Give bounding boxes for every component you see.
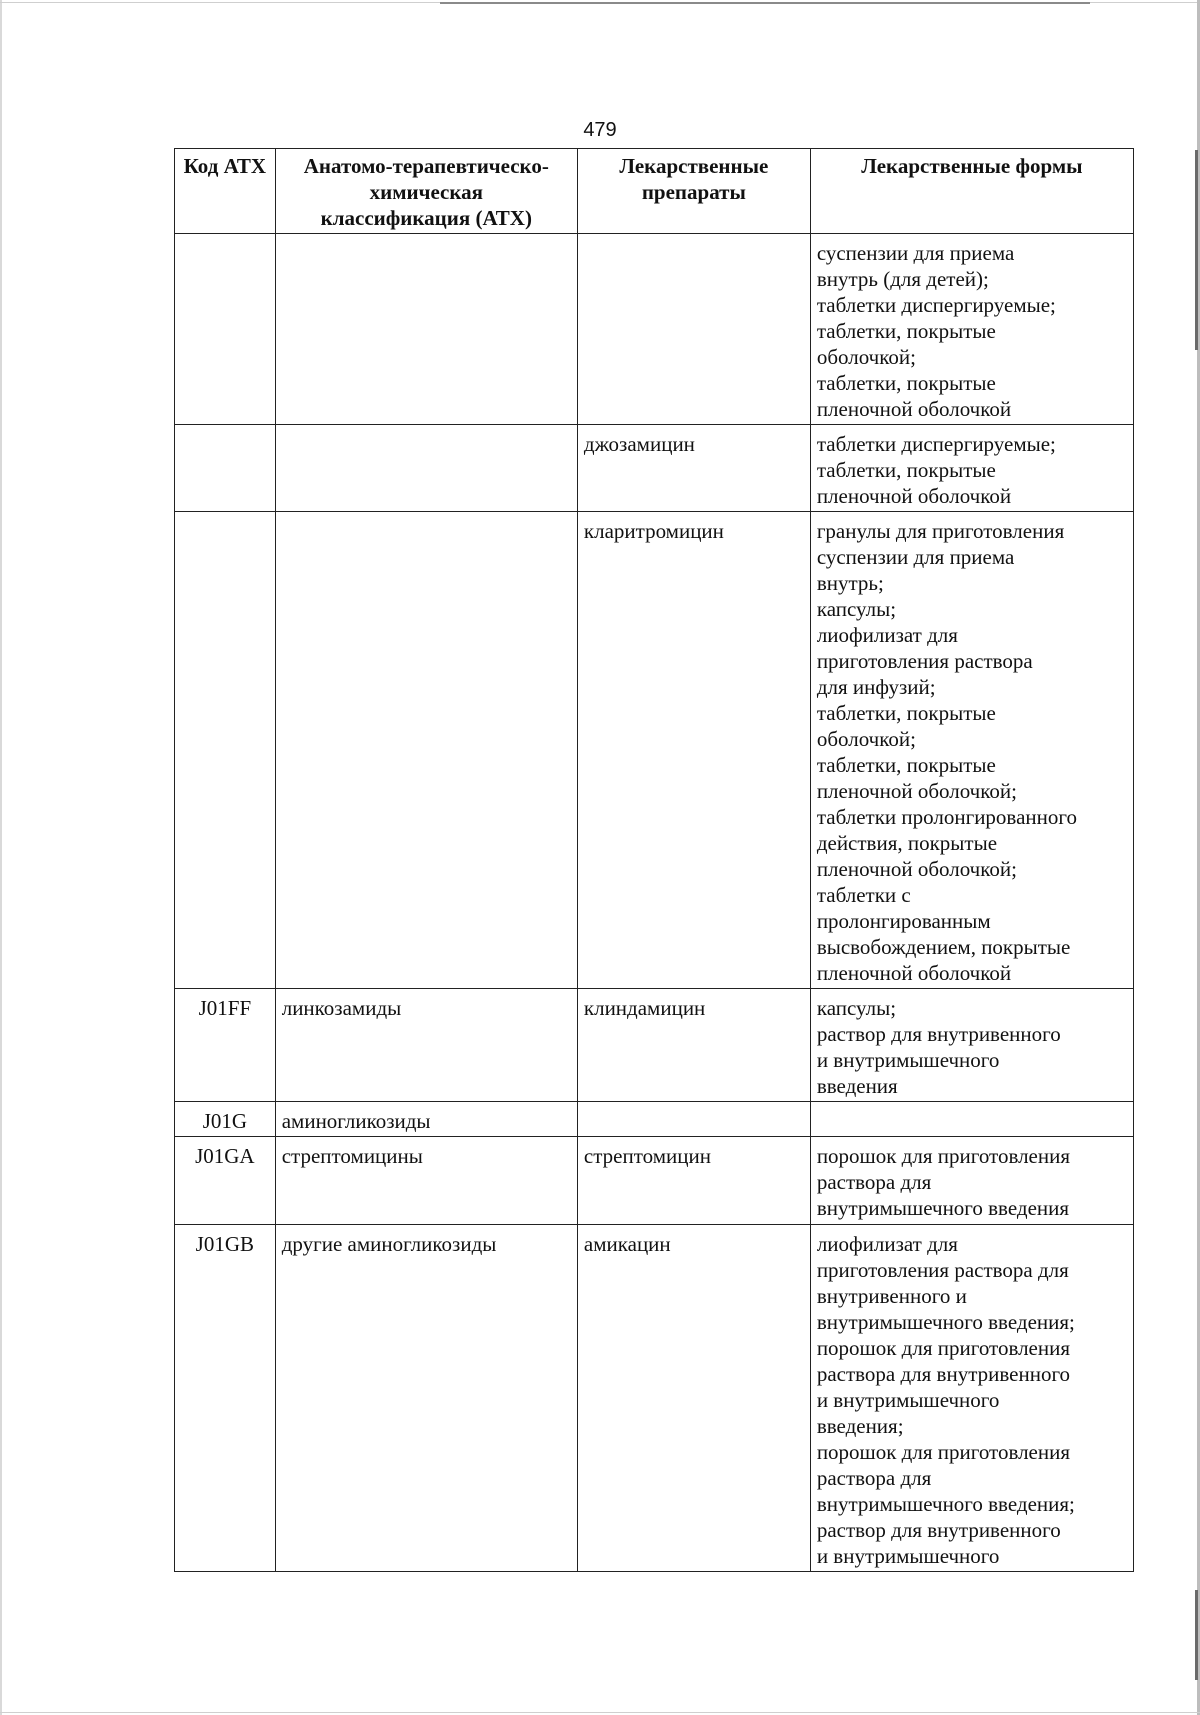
dosage-form-line: раствора для внутривенного — [816, 1362, 1071, 1386]
dosage-form-line: приготовления раствора для — [816, 1258, 1069, 1282]
scan-right-shadow — [1195, 1590, 1198, 1680]
header-line: Лекарственные формы — [861, 154, 1083, 178]
dosage-forms-cell — [810, 425, 1133, 512]
dosage-form-line: таблетки, покрытые — [816, 753, 996, 777]
header-atx-code — [175, 149, 276, 234]
dosage-form-line: порошок для приготовления — [816, 1440, 1071, 1464]
dosage-form-line: раствора для — [816, 1466, 932, 1490]
dosage-forms-cell — [810, 1102, 1133, 1137]
atx-classification-cell: другие аминогликозиды — [275, 1225, 577, 1572]
table-row — [175, 1137, 1134, 1225]
header-line: Код АТХ — [183, 154, 267, 178]
table-row — [175, 1225, 1134, 1572]
dosage-form-line: внутривенного и — [816, 1284, 967, 1308]
drug-cell: амикацин — [577, 1225, 810, 1572]
header-line: Лекарственные — [619, 154, 769, 178]
dosage-forms-cell — [810, 234, 1133, 425]
dosage-form-line: таблетки, покрытые — [816, 371, 996, 395]
table-row — [175, 1102, 1134, 1137]
dosage-form-line: таблетки пролонгированного — [816, 805, 1077, 829]
scan-right-shadow — [1195, 150, 1198, 350]
dosage-form-line: введения — [816, 1074, 898, 1098]
header-line: Анатомо-терапевтическо- — [303, 154, 549, 178]
dosage-form-line: таблетки диспергируемые; — [816, 432, 1056, 456]
dosage-form-line: пленочной оболочкой — [816, 961, 1012, 985]
atx-classification-cell: стрептомицины — [275, 1137, 577, 1225]
dosage-form-line: приготовления раствора — [816, 649, 1033, 673]
dosage-form-line: таблетки, покрытые — [816, 319, 996, 343]
table-body — [175, 234, 1134, 1572]
dosage-form-line: раствора для — [816, 1170, 932, 1194]
atx-code-cell: J01G — [175, 1102, 276, 1137]
dosage-form-line: пленочной оболочкой; — [816, 779, 1017, 803]
header-line: химическая — [369, 180, 483, 204]
dosage-form-line: оболочкой; — [816, 727, 916, 751]
dosage-form-line: пленочной оболочкой; — [816, 857, 1017, 881]
dosage-form-line: введения; — [816, 1414, 904, 1438]
dosage-form-line: внутрь; — [816, 571, 884, 595]
dosage-form-line: и внутримышечного — [816, 1544, 1000, 1568]
header-drugs — [577, 149, 810, 234]
dosage-form-line: порошок для приготовления — [816, 1144, 1071, 1168]
atx-code-cell — [175, 234, 276, 425]
dosage-form-line: и внутримышечного — [816, 1048, 1000, 1072]
atx-table — [174, 148, 1134, 1572]
atx-classification-cell: аминогликозиды — [275, 1102, 577, 1137]
table-row — [175, 989, 1134, 1102]
table-row — [175, 425, 1134, 512]
atx-classification-cell: линкозамиды — [275, 989, 577, 1102]
header-dosage-forms — [810, 149, 1133, 234]
dosage-form-line: внутримышечного введения; — [816, 1492, 1075, 1516]
atx-code-cell — [175, 512, 276, 989]
atx-code-cell — [175, 425, 276, 512]
drug-cell: клиндамицин — [577, 989, 810, 1102]
dosage-form-line: суспензии для приема — [816, 545, 1015, 569]
dosage-form-line: действия, покрытые — [816, 831, 998, 855]
atx-code-cell: J01GA — [175, 1137, 276, 1225]
dosage-form-line: порошок для приготовления — [816, 1336, 1071, 1360]
dosage-form-line: капсулы; — [816, 597, 897, 621]
header-line: препараты — [641, 180, 746, 204]
dosage-form-line: пленочной оболочкой — [816, 484, 1012, 508]
dosage-form-line: таблетки, покрытые — [816, 701, 996, 725]
dosage-form-line: таблетки с — [816, 883, 911, 907]
dosage-form-line: пролонгированным — [816, 909, 991, 933]
dosage-form-line: внутримышечного введения; — [816, 1310, 1075, 1334]
dosage-form-line: внутримышечного введения — [816, 1196, 1070, 1220]
dosage-forms-cell — [810, 1137, 1133, 1225]
dosage-form-line: раствор для внутривенного — [816, 1518, 1061, 1542]
dosage-form-line: пленочной оболочкой — [816, 397, 1012, 421]
header-atx-classification — [275, 149, 577, 234]
scan-top-shadow — [440, 2, 1090, 4]
atx-classification-cell — [275, 425, 577, 512]
dosage-form-line: для инфузий; — [816, 675, 936, 699]
scan-left-edge — [0, 0, 2, 1715]
drug-cell — [577, 1102, 810, 1137]
dosage-form-line: капсулы; — [816, 996, 897, 1020]
table-row — [175, 234, 1134, 425]
dosage-form-line: таблетки диспергируемые; — [816, 293, 1056, 317]
dosage-form-line: внутрь (для детей); — [816, 267, 989, 291]
dosage-form-line: гранулы для приготовления — [816, 519, 1065, 543]
drug-cell: джозамицин — [577, 425, 810, 512]
scan-bottom-edge — [0, 1712, 1200, 1713]
table-header-row — [175, 149, 1134, 234]
atx-classification-cell — [275, 234, 577, 425]
dosage-forms-cell — [810, 512, 1133, 989]
dosage-forms-cell — [810, 1225, 1133, 1572]
dosage-form-line: суспензии для приема — [816, 241, 1015, 265]
dosage-form-line: таблетки, покрытые — [816, 458, 996, 482]
drug-cell — [577, 234, 810, 425]
dosage-form-line: лиофилизат для — [816, 623, 958, 647]
drug-cell: кларитромицин — [577, 512, 810, 989]
dosage-form-line: оболочкой; — [816, 345, 916, 369]
atx-code-cell: J01GB — [175, 1225, 276, 1572]
dosage-forms-cell — [810, 989, 1133, 1102]
header-line: классификация (АТХ) — [320, 206, 532, 230]
atx-code-cell: J01FF — [175, 989, 276, 1102]
dosage-form-line: лиофилизат для — [816, 1232, 958, 1256]
dosage-form-line: раствор для внутривенного — [816, 1022, 1061, 1046]
drug-cell: стрептомицин — [577, 1137, 810, 1225]
dosage-form-line: и внутримышечного — [816, 1388, 1000, 1412]
dosage-form-line: высвобождением, покрытые — [816, 935, 1071, 959]
table-row — [175, 512, 1134, 989]
page-number: 479 — [583, 119, 617, 141]
atx-classification-cell — [275, 512, 577, 989]
